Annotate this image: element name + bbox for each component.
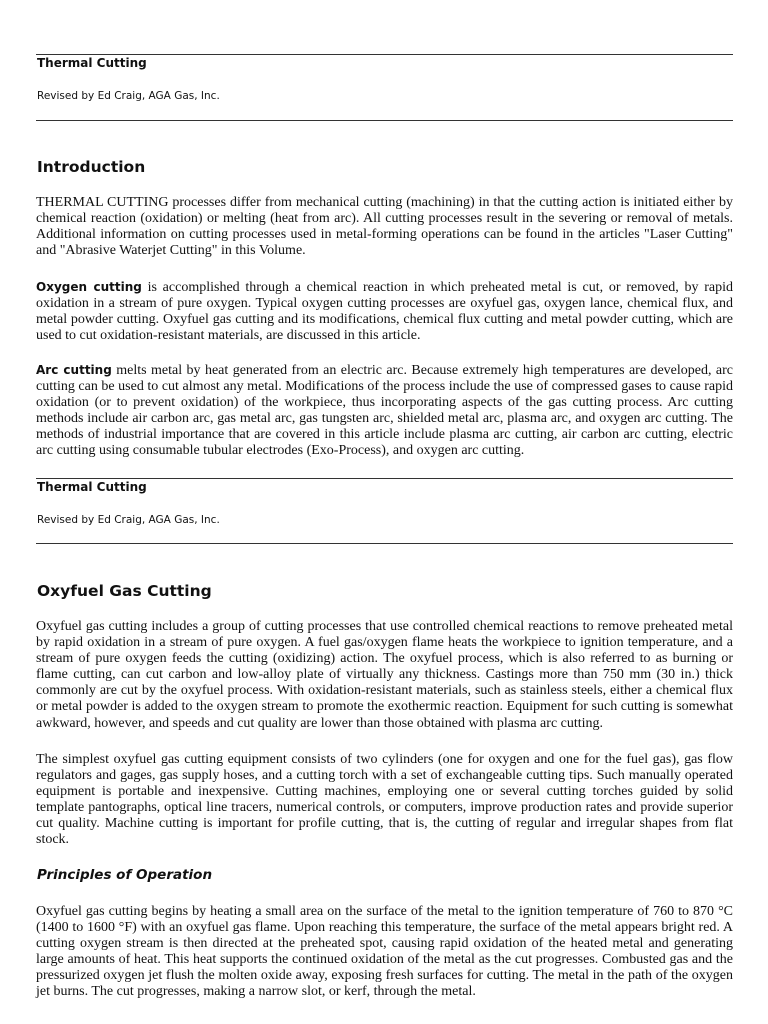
intro-paragraph-1: THERMAL CUTTING processes differ from mechanical cutting (machining) in that the cutting action is initiated either by chemical reaction (oxidation) or melting (heat from arc). All cutting processes result in the severing or removal of metals. Additional information on cutting processes used in metal-forming operations can be found in the articles "Laser Cutting" and "Abrasive Waterjet Cutting" in this Volume. xyxy=(36,195,733,259)
term-oxygen-cutting: Oxygen cutting xyxy=(36,280,142,294)
intro-paragraph-arc-cutting xyxy=(36,362,733,460)
principles-paragraph: Oxyfuel gas cutting begins by heating a small area on the surface of the metal to the ignition temperature of 760 to 870 °C (1400 to 1600 °F) with an oxyfuel gas flame. Upon reaching this temperature, the surface of the metal appears bright red. A cutting oxygen stream is then directed at the preheated spot, causing rapid oxidation of the heated metal and generating large amounts of heat. This heat supports the continued oxidation of the metal as the cut progresses. Combusted gas and the pressurized oxygen jet flush the molten oxide away, exposing fresh surfaces for cutting. The metal in the path of the oxygen jet burns. The cut progresses, making a narrow slot, or kerf, through the metal. xyxy=(36,904,733,1000)
revision-credit-2: Revised by Ed Craig, AGA Gas, Inc. xyxy=(37,514,220,526)
term-arc-cutting: Arc cutting xyxy=(36,363,112,377)
section-heading-introduction: Introduction xyxy=(37,158,146,176)
header-bottom-rule-2 xyxy=(36,543,733,544)
oxygen-cutting-text: is accomplished through a chemical reaction in which preheated metal is cut, or removed, by rapid oxidation in a stream of pure oxygen. Typical oxygen cutting processes are oxyfuel gas, oxygen lance, chemical flux, and metal powder cutting. Oxyfuel gas cutting and its modifications, chemical flux cutting and metal powder cutting, which are used to cut oxidation-resistant materials, are discussed in this article. xyxy=(36,280,733,344)
header-top-rule xyxy=(36,54,733,55)
intro-paragraph-oxygen-cutting xyxy=(36,279,733,344)
oxyfuel-paragraph-2: The simplest oxyfuel gas cutting equipment consists of two cylinders (one for oxygen and one for the fuel gas), gas flow regulators and gages, gas supply hoses, and a cutting torch with a set of exchangeable cutting tips. Such manually operated equipment is portable and inexpensive. Cutting machines, employing one or several cutting torches guided by solid template pantographs, optical line tracers, numerical controls, or computers, improve production rates and provide superior cut quality. Machine cutting is important for profile cutting, that is, the cutting of regular and irregular shapes from flat stock. xyxy=(36,752,733,848)
oxyfuel-paragraph-1: Oxyfuel gas cutting includes a group of cutting processes that use controlled chemical reactions to remove preheated metal by rapid oxidation in a stream of pure oxygen. A fuel gas/oxygen flame heats the workpiece to ignition temperature, and a stream of pure oxygen feeds the cutting (oxidizing) action. The oxyfuel process, which is also referred to as burning or flame cutting, can cut carbon and low-alloy plate of virtually any thickness. Castings more than 750 mm (30 in.) thick commonly are cut by the oxyfuel process. With oxidation-resistant materials, such as stainless steels, either a chemical flux or metal powder is added to the oxygen stream to promote the exothermic reaction. Equipment for such cutting is somewhat awkward, however, and speeds and cut quality are lower than those obtained with plasma arc cutting. xyxy=(36,619,733,731)
chapter-title: Thermal Cutting xyxy=(37,56,147,70)
revision-credit: Revised by Ed Craig, AGA Gas, Inc. xyxy=(37,90,220,102)
subsection-heading-principles: Principles of Operation xyxy=(37,867,213,883)
header-top-rule-2 xyxy=(36,478,733,479)
section-heading-oxyfuel: Oxyfuel Gas Cutting xyxy=(37,582,212,600)
header-bottom-rule xyxy=(36,120,733,121)
arc-cutting-text: melts metal by heat generated from an electric arc. Because extremely high temperatures are developed, arc cutting can be used to cut almost any metal. Modifications of the process include the use of compressed gases to cause rapid oxidation (or to prevent oxidation) of the workpiece, thus incorporating aspects of the gas cutting process. Arc cutting methods include air carbon arc, gas metal arc, gas tungsten arc, shielded metal arc, plasma arc, and oxygen arc cutting. The methods of industrial importance that are covered in this article include plasma arc cutting, air carbon arc cutting, electric arc cutting using consumable tubular electrodes (Exo-Process), and oxygen arc cutting. xyxy=(36,363,734,459)
chapter-title-2: Thermal Cutting xyxy=(37,480,147,494)
